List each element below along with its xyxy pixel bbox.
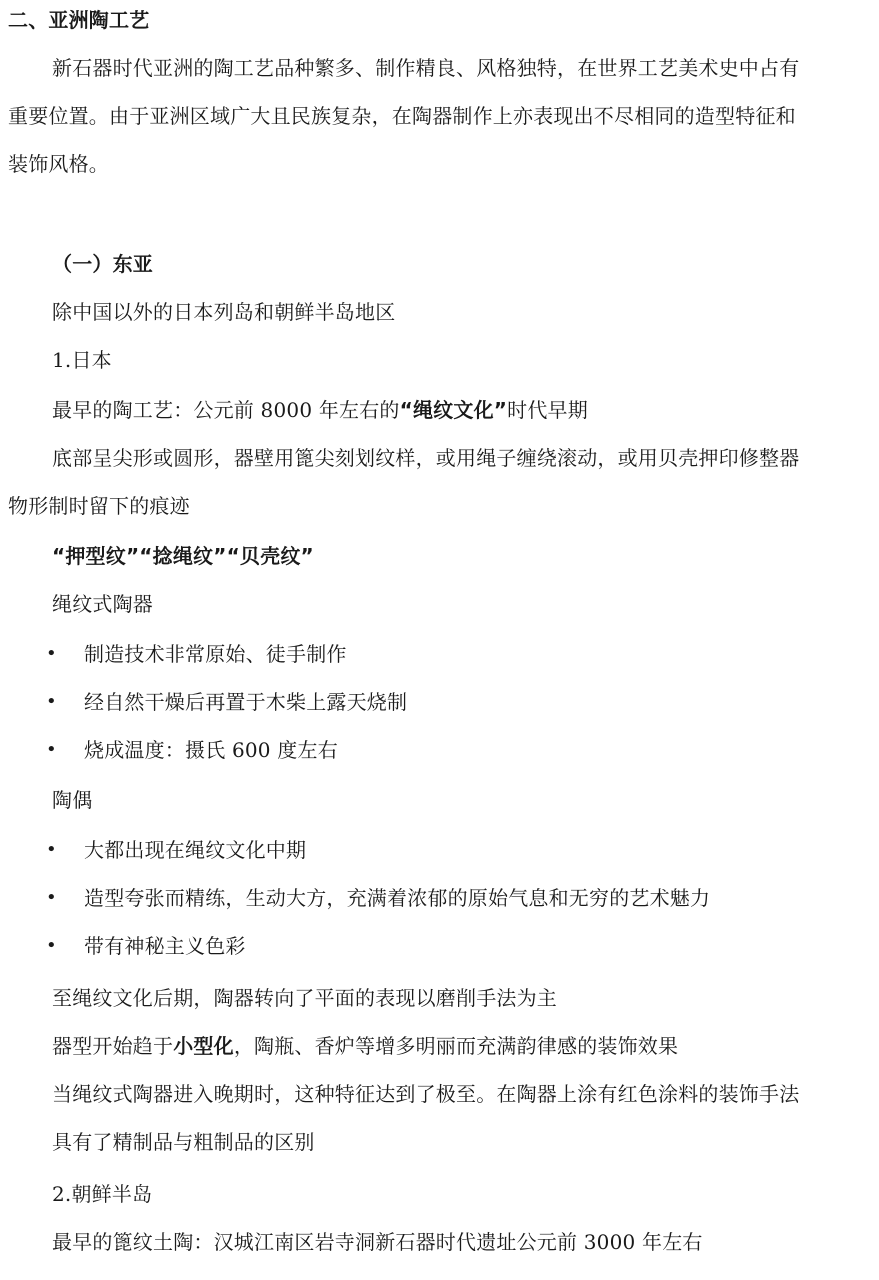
bullet-dot: • bbox=[46, 643, 57, 664]
list-item-text: 大都出现在绳纹文化中期 bbox=[84, 838, 307, 862]
pattern-terms: “押型纹”“捻绳纹”“贝壳纹” bbox=[52, 544, 314, 568]
japan-earliest-prefix: 最早的陶工艺：公元前 8000 年左右的 bbox=[52, 398, 400, 422]
intro-line-1: 新石器时代亚洲的陶工艺品种繁多、制作精良、风格独特，在世界工艺美术史中占有 bbox=[52, 56, 800, 80]
bullet-dot: • bbox=[46, 887, 57, 908]
list-item-text: 造型夸张而精练，生动大方，充满着浓郁的原始气息和无穷的艺术魅力 bbox=[84, 886, 711, 910]
korea-earliest-line: 最早的篦纹土陶：汉城江南区岩寺洞新石器时代遗址公元前 3000 年左右 bbox=[52, 1230, 703, 1254]
japan-earliest-line bbox=[52, 396, 588, 424]
list-item-text: 烧成温度：摄氏 600 度左右 bbox=[84, 738, 338, 762]
late-jomon-line: 至绳纹文化后期，陶器转向了平面的表现以磨削手法为主 bbox=[52, 986, 557, 1010]
figurine-label: 陶偶 bbox=[52, 788, 93, 812]
base-line-1: 底部呈尖形或圆形，器壁用篦尖刻划纹样，或用绳子缠绕滚动，或用贝壳押印修整器 bbox=[52, 446, 800, 470]
late-period-line-1: 当绳纹式陶器进入晚期时，这种特征达到了极至。在陶器上涂有红色涂料的装饰手法 bbox=[52, 1082, 800, 1106]
miniaturization-term: 小型化 bbox=[173, 1034, 234, 1058]
base-line-2: 物形制时留下的痕迹 bbox=[8, 494, 190, 518]
intro-line-3: 装饰风格。 bbox=[8, 152, 109, 176]
region-note: 除中国以外的日本列岛和朝鲜半岛地区 bbox=[52, 300, 396, 324]
list-item-text: 带有神秘主义色彩 bbox=[84, 934, 246, 958]
japan-earliest-suffix: 时代早期 bbox=[507, 398, 588, 422]
miniaturization-line bbox=[52, 1032, 678, 1060]
korea-heading: 2.朝鲜半岛 bbox=[52, 1182, 153, 1206]
list-item-text: 制造技术非常原始、徒手制作 bbox=[84, 642, 347, 666]
section-heading: 二、亚洲陶工艺 bbox=[8, 8, 150, 32]
bullet-dot: • bbox=[46, 935, 57, 956]
intro-line-2: 重要位置。由于亚洲区域广大且民族复杂，在陶器制作上亦表现出不尽相同的造型特征和 bbox=[8, 104, 796, 128]
subsection-heading: （一）东亚 bbox=[52, 252, 153, 276]
list-item-text: 经自然干燥后再置于木柴上露天烧制 bbox=[84, 690, 408, 714]
bullet-dot: • bbox=[46, 691, 57, 712]
jomon-culture-term: “绳纹文化” bbox=[399, 398, 508, 422]
miniaturization-suffix: ，陶瓶、香炉等增多明丽而充满韵律感的装饰效果 bbox=[233, 1034, 679, 1058]
late-period-line-2: 具有了精制品与粗制品的区别 bbox=[52, 1130, 315, 1154]
japan-heading: 1.日本 bbox=[52, 348, 112, 372]
miniaturization-prefix: 器型开始趋于 bbox=[52, 1034, 174, 1058]
jomon-pottery-label: 绳纹式陶器 bbox=[52, 592, 153, 616]
bullet-dot: • bbox=[46, 839, 57, 860]
bullet-dot: • bbox=[46, 739, 57, 760]
